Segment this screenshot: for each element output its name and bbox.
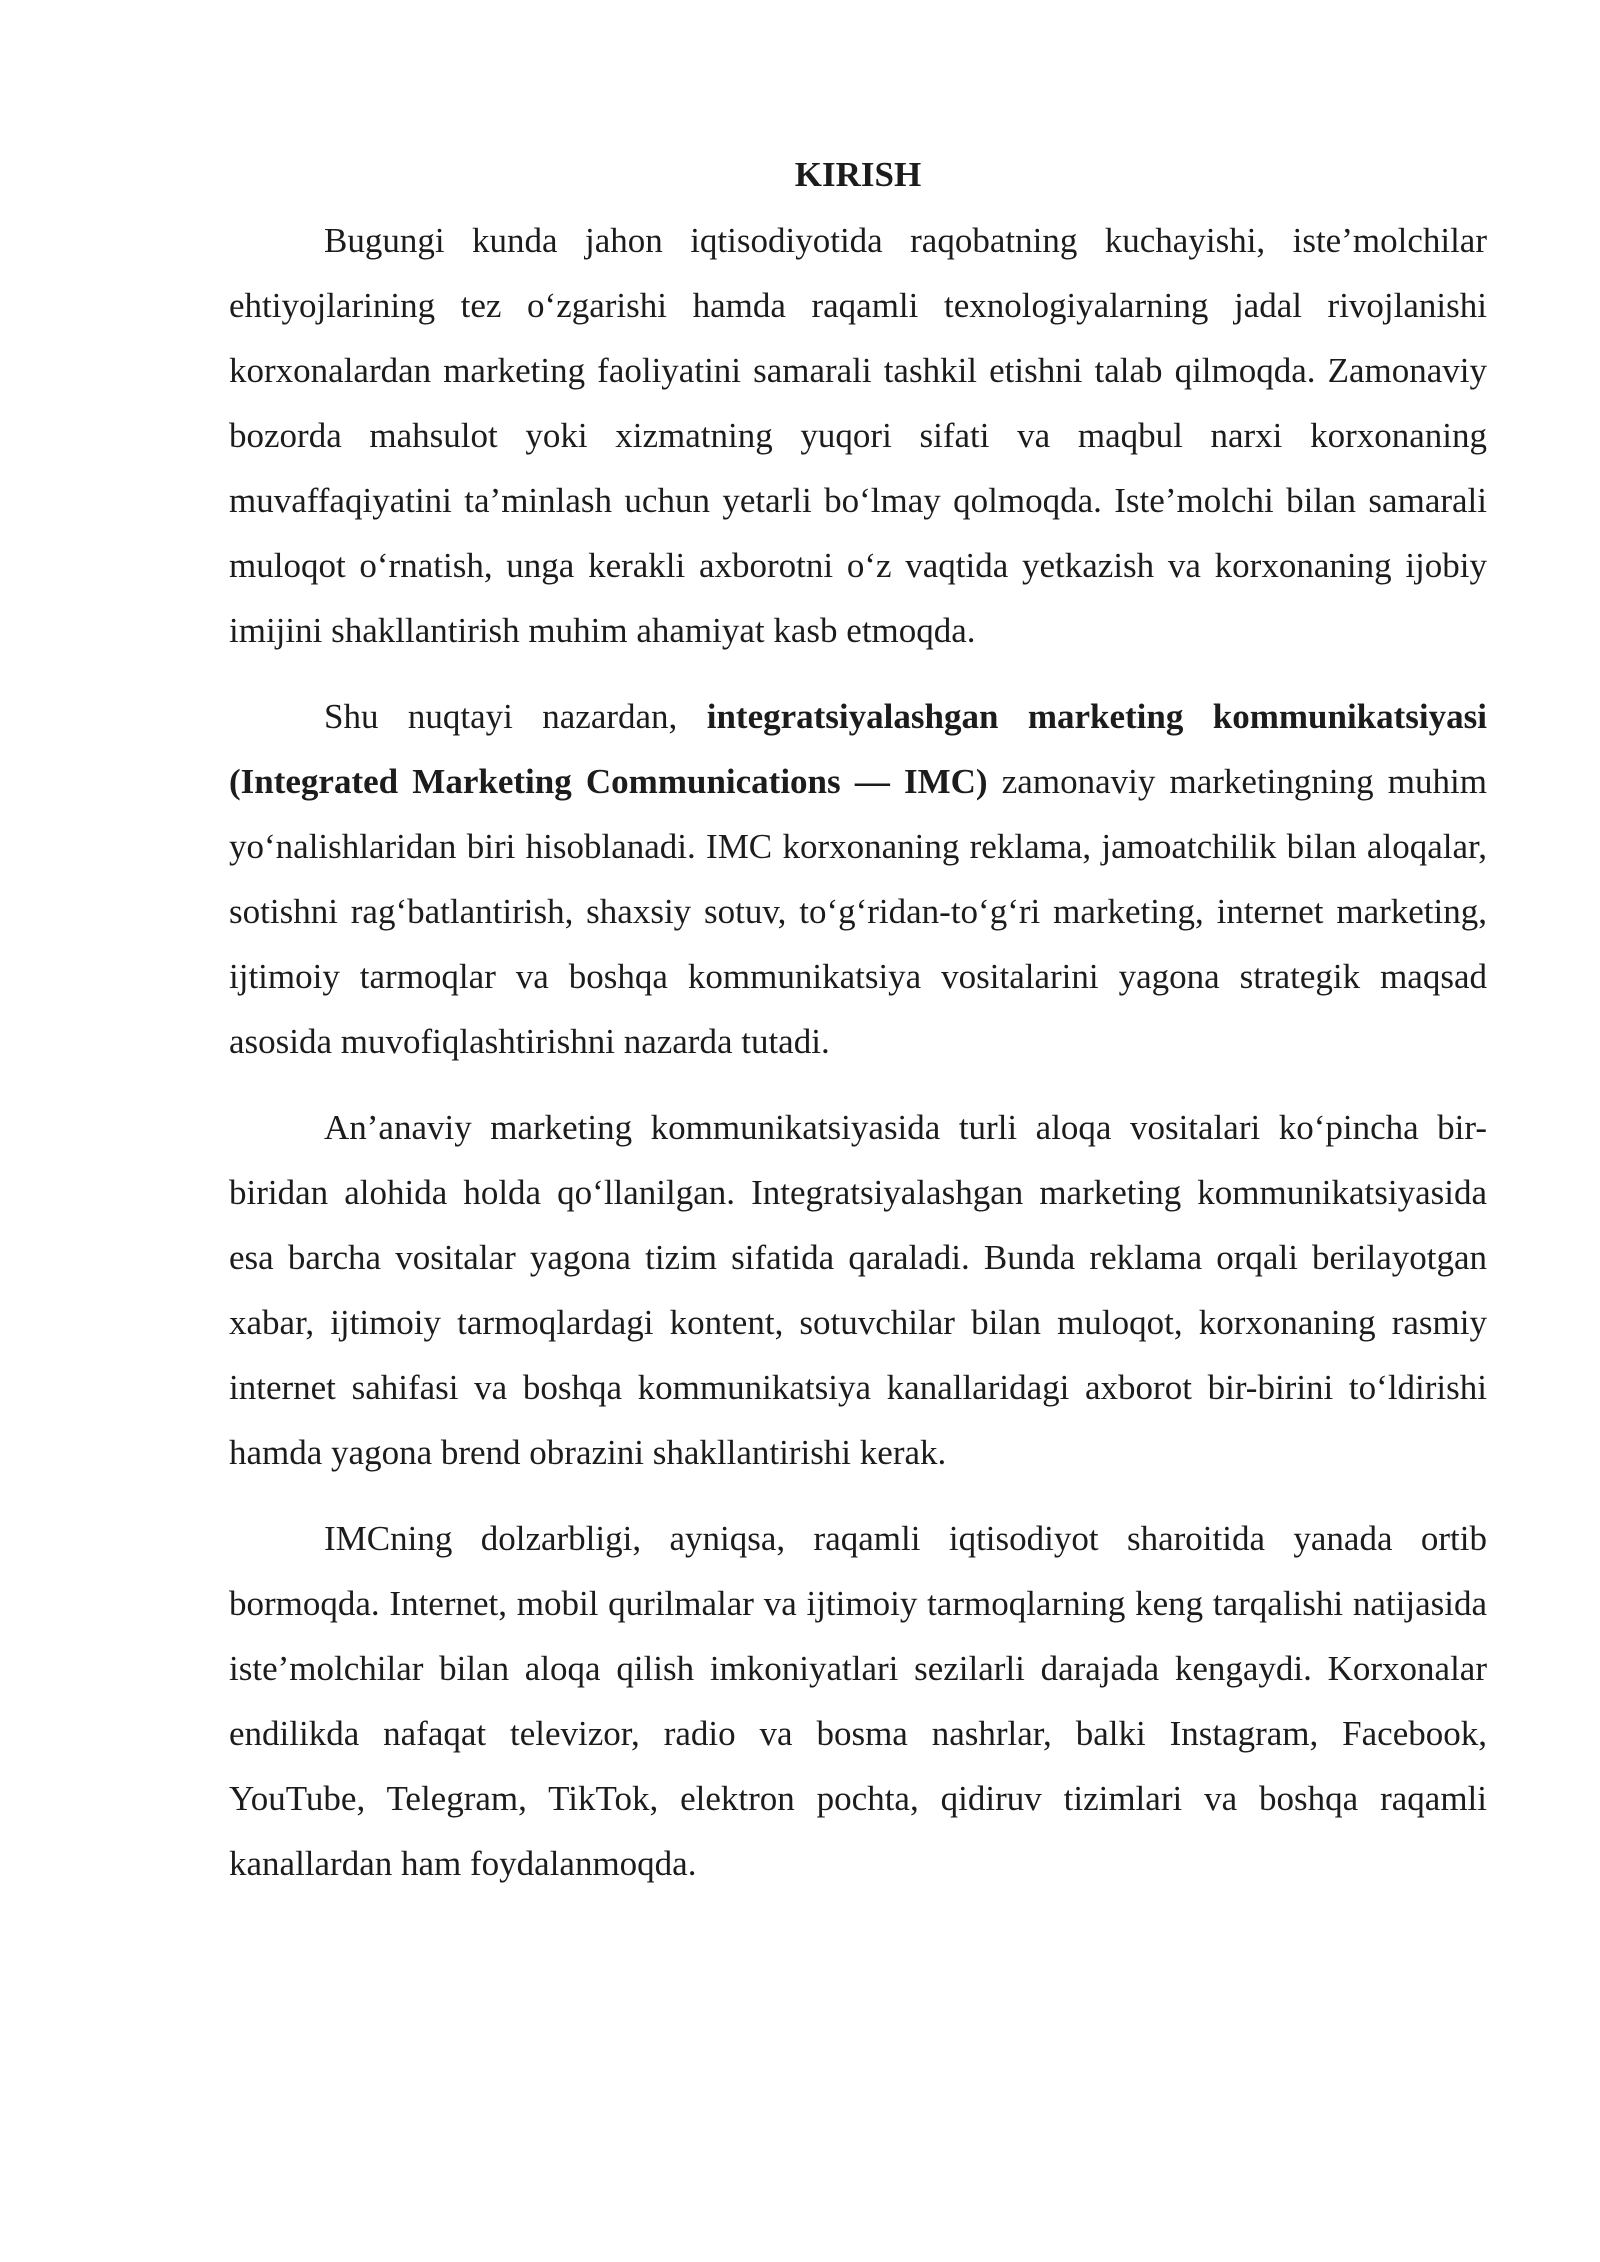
paragraph-4: IMCning dolzarbligi, ayniqsa, raqamli iqtisodiyot sharoitida yanada ortib bormoqda. Internet, mobil qurilmalar va ijtimoiy tarmoqlarning keng tarqalishi natijasida iste’molchilar bilan aloqa qilish imkoniyatlari sezilarli darajada kengaydi. Korxonalar endilikda nafaqat televizor, radio va bosma nashrlar, balki Instagram, Facebook, YouTube, Telegram, TikTok, elektron pochta, qidiruv tizimlari va boshqa raqamli kanallardan ham foydalanmoqda. [229, 1519, 1487, 1883]
paragraph-2-intro: Shu nuqtayi nazardan, [324, 697, 707, 736]
document-page [229, 150, 1487, 1917]
page-title: KIRISH [794, 155, 922, 194]
imc-term: integratsiyalashgan marketing kommunikatsiyasi (Integrated Marketing Communications — IMC) [229, 697, 1487, 801]
paragraph-3: An’anaviy marketing kommunikatsiyasida turli aloqa vositalari ko‘pincha bir-biridan alohida holda qo‘llanilgan. Integratsiyalashgan marketing kommunikatsiyasida esa barcha vositalar yagona tizim sifatida qaraladi. Bunda reklama orqali berilayotgan xabar, ijtimoiy tarmoqlardagi kontent, sotuvchilar bilan muloqot, korxonaning rasmiy internet sahifasi va boshqa kommunikatsiya kanallaridagi axborot bir-birini to‘ldirishi hamda yagona brend obrazini shakllantirishi kerak. [229, 1108, 1487, 1472]
paragraph-2 [229, 684, 1487, 1074]
paragraph-2-rest: zamonaviy marketingning muhim yo‘nalishlaridan biri hisoblanadi. IMC korxonaning reklama, jamoatchilik bilan aloqalar, sotishni rag‘batlantirish, shaxsiy sotuv, to‘g‘ridan-to‘g‘ri marketing, internet marketing, ijtimoiy tarmoqlar va boshqa kommunikatsiya vositalarini yagona strategik maqsad asosida muvofiqlashtirishni nazarda tutadi. [229, 762, 1487, 1061]
paragraph-1: Bugungi kunda jahon iqtisodiyotida raqobatning kuchayishi, iste’molchilar ehtiyojlarining tez o‘zgarishi hamda raqamli texnologiyalarning jadal rivojlanishi korxonalardan marketing faoliyatini samarali tashkil etishni talab qilmoqda. Zamonaviy bozorda mahsulot yoki xizmatning yuqori sifati va maqbul narxi korxonaning muvaffaqiyatini ta’minlash uchun yetarli bo‘lmay qolmoqda. Iste’molchi bilan samarali muloqot o‘rnatish, unga kerakli axborotni o‘z vaqtida yetkazish va korxonaning ijobiy imijini shakllantirish muhim ahamiyat kasb etmoqda. [229, 221, 1487, 650]
